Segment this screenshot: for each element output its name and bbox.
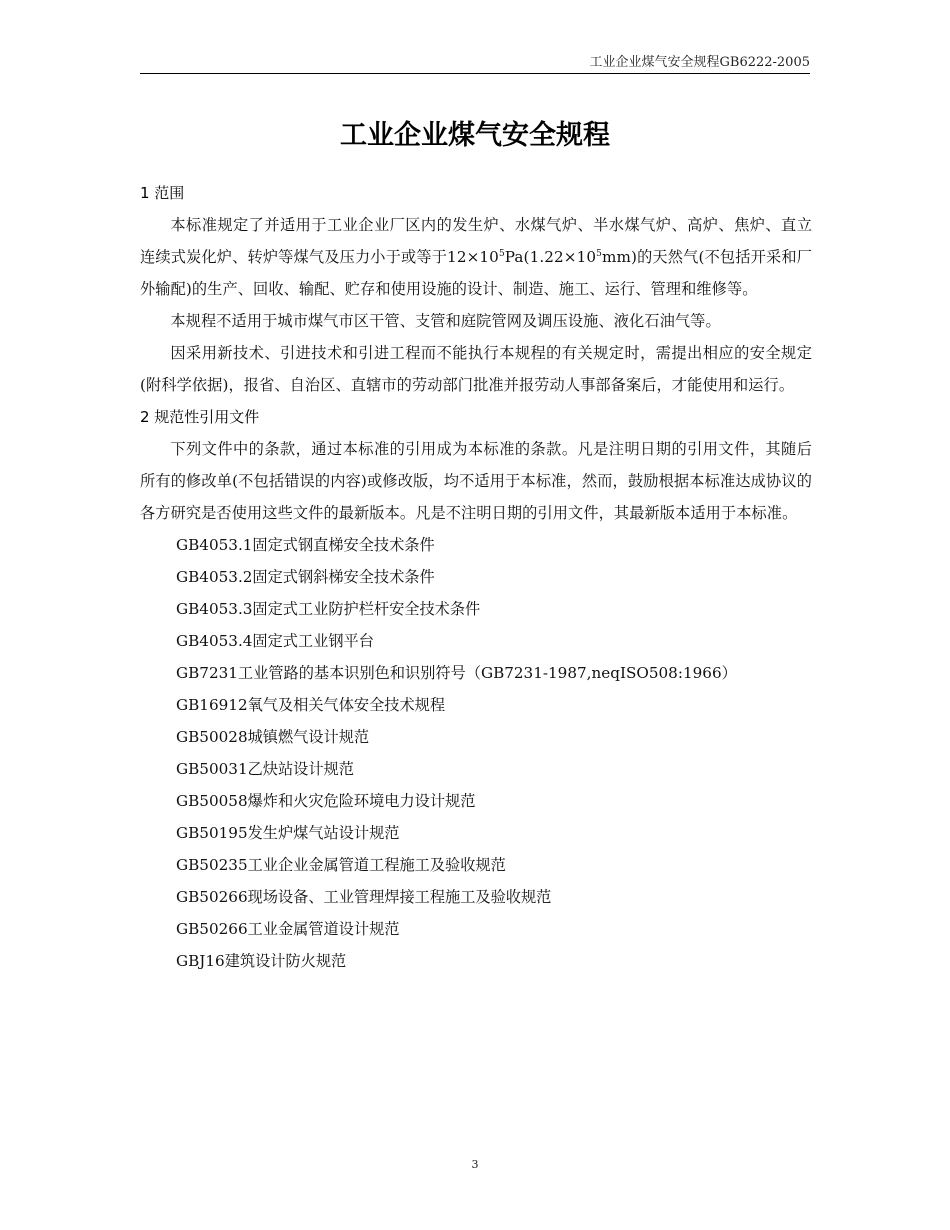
scope-paragraph-1 [140,209,812,305]
reference-item: GB50028城镇燃气设计规范 [176,728,370,746]
reference-list [140,529,812,977]
reference-item: GB4053.2固定式钢斜梯安全技术条件 [176,568,435,586]
reference-item: GB4053.1固定式钢直梯安全技术条件 [176,536,435,554]
section-heading-scope: 1 范围 [140,184,185,202]
reference-item: GB50235工业企业金属管道工程施工及验收规范 [176,856,506,874]
section-heading-normative-references: 2 规范性引用文件 [140,408,260,426]
exponent-superscript: 5 [596,248,602,259]
reference-item: GB16912氧气及相关气体安全技术规程 [176,696,446,714]
reference-item: GB4053.4固定式工业钢平台 [176,632,374,650]
reference-item: GB7231工业管路的基本识别色和识别符号（GB7231-1987,neqISO508:1966） [176,664,737,682]
reference-item: GB4053.3固定式工业防护栏杆安全技术条件 [176,600,481,618]
scope-paragraph-3: 因采用新技术、引进技术和引进工程而不能执行本规程的有关规定时，需提出相应的安全规定(附科学依据)，报省、自治区、直辖市的劳动部门批准并报劳动人事部备案后，才能使用和运行。 [140,344,812,394]
header-rule [140,73,810,74]
reference-item: GB50266现场设备、工业管理焊接工程施工及验收规范 [176,888,552,906]
document-body [140,177,812,977]
references-intro-paragraph: 下列文件中的条款，通过本标准的引用成为本标准的条款。凡是注明日期的引用文件，其随后所有的修改单(不包括错误的内容)或修改版，均不适用于本标准，然而，鼓励根据本标准达成协议的各方研究是否使用这些文件的最新版本。凡是不注明日期的引用文件，其最新版本适用于本标准。 [140,440,812,522]
running-header: 工业企业煤气安全规程GB6222-2005 [589,55,810,70]
reference-item: GB50031乙炔站设计规范 [176,760,354,778]
reference-item: GB50195发生炉煤气站设计规范 [176,824,400,842]
page-number: 3 [471,1158,479,1171]
scope-paragraph-1-text-b: Pa(1.22×10 [504,248,597,266]
scope-paragraph-2: 本规程不适用于城市煤气市区干管、支管和庭院管网及调压设施、液化石油气等。 [170,312,721,330]
exponent-superscript: 5 [498,248,505,259]
reference-item: GBJ16建筑设计防火规范 [176,952,347,970]
reference-item: GB50266工业金属管道设计规范 [176,920,400,938]
scope-paragraph-1-text-c: mm)的天然气(不包括开采和厂外输配)的生产、回收、输配、贮存和使用设施的设计、制造、施工、运行、管理和维修等。 [140,248,812,298]
document-title: 工业企业煤气安全规程 [340,120,610,151]
scope-paragraph-1-text-a: 本标准规定了并适用于工业企业厂区内的发生炉、水煤气炉、半水煤气炉、高炉、焦炉、直立连续式炭化炉、转炉等煤气及压力小于或等于12×10 [140,216,812,266]
reference-item: GB50058爆炸和火灾危险环境电力设计规范 [176,792,476,810]
